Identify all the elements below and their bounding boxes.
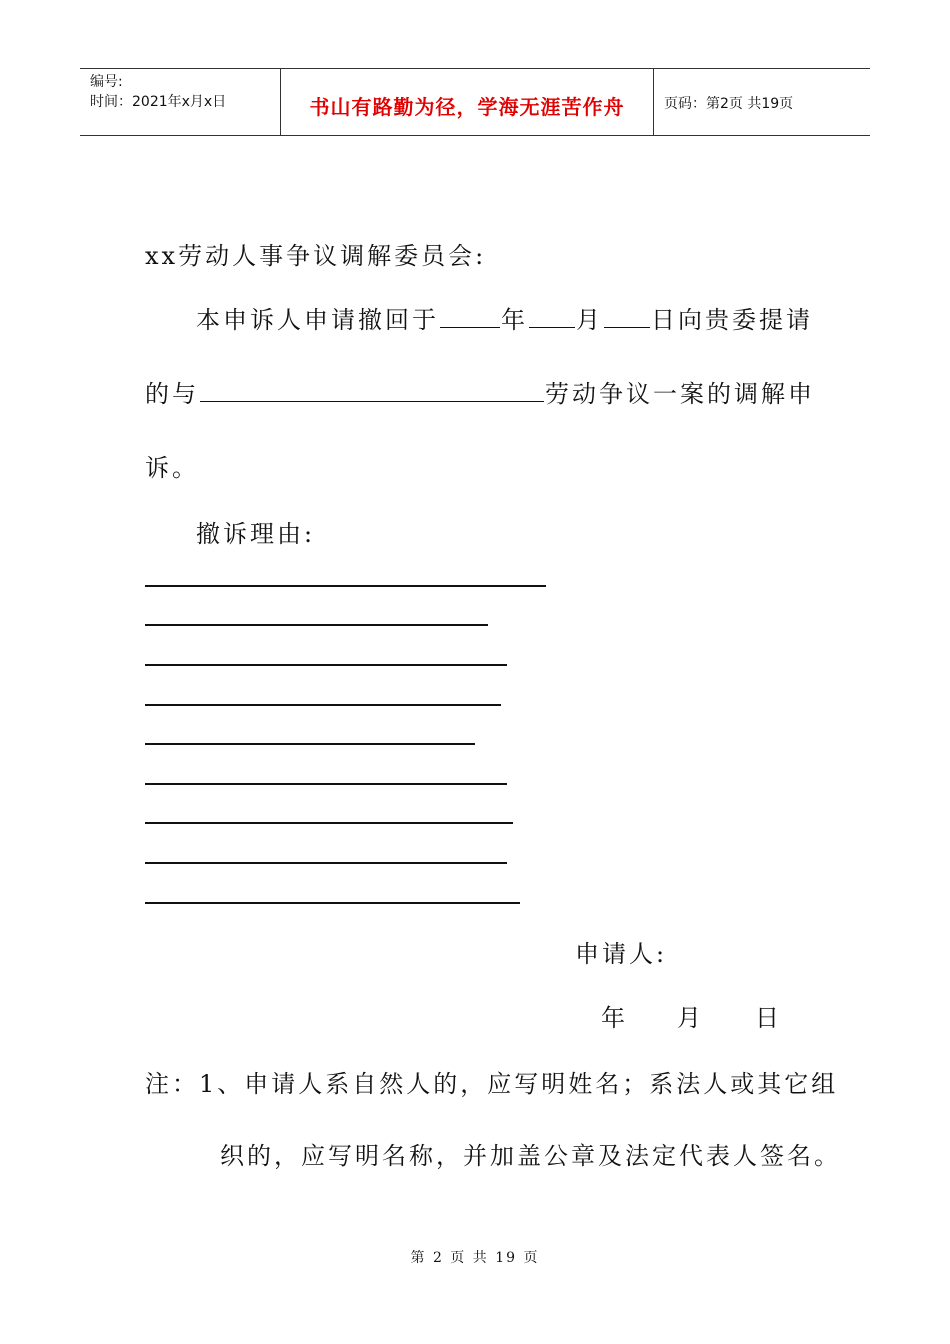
addressee: xx劳动人事争议调解委员会: (145, 242, 487, 270)
reason-line (145, 902, 520, 904)
reason-line (145, 743, 475, 745)
header-page-cell (654, 69, 870, 135)
page-code: 页码：第2页 共19页 (664, 96, 794, 112)
applicant-label: 申请人: (575, 940, 668, 968)
paragraph-line-2 (145, 374, 815, 409)
party-blank (200, 377, 544, 402)
paragraph-line-3: 诉。 (145, 454, 199, 482)
date-month: 月 (677, 1004, 704, 1032)
note-line-1: 注：1、申请人系自然人的，应写明姓名；系法人或其它组 (145, 1070, 839, 1098)
month-blank (529, 303, 575, 328)
reason-line (145, 585, 546, 587)
note-line-2: 织的，应写明名称，并加盖公章及法定代表人签名。 (220, 1142, 841, 1170)
page-footer: 第 2 页 共 19 页 (410, 1250, 540, 1266)
number-label: 编号: (90, 74, 123, 90)
p2-text-a: 的与 (145, 380, 199, 408)
reason-label: 撤诉理由: (196, 520, 316, 548)
day-blank (604, 303, 650, 328)
paragraph-line-1 (196, 300, 813, 335)
reason-line (145, 704, 501, 706)
page-header (80, 68, 870, 136)
reason-line (145, 664, 507, 666)
reason-line (145, 862, 507, 864)
reason-line (145, 822, 513, 824)
header-meta-cell (80, 69, 281, 135)
date-day: 日 (755, 1004, 782, 1032)
year-blank (440, 303, 500, 328)
p1-text-a: 本申诉人申请撤回于 (196, 306, 439, 334)
date-year: 年 (601, 1004, 628, 1032)
p2-text-b: 劳动争议一案的调解申 (545, 380, 815, 408)
motto-text: 书山有路勤为径，学海无涯苦作舟 (309, 95, 625, 119)
p1-day-tail: 日向贵委提请 (651, 306, 813, 334)
reason-line (145, 624, 488, 626)
p1-year: 年 (501, 306, 528, 334)
time-label: 时间：2021年x月x日 (90, 94, 227, 110)
p1-month: 月 (576, 306, 603, 334)
header-motto-cell (281, 69, 654, 135)
reason-line (145, 783, 507, 785)
